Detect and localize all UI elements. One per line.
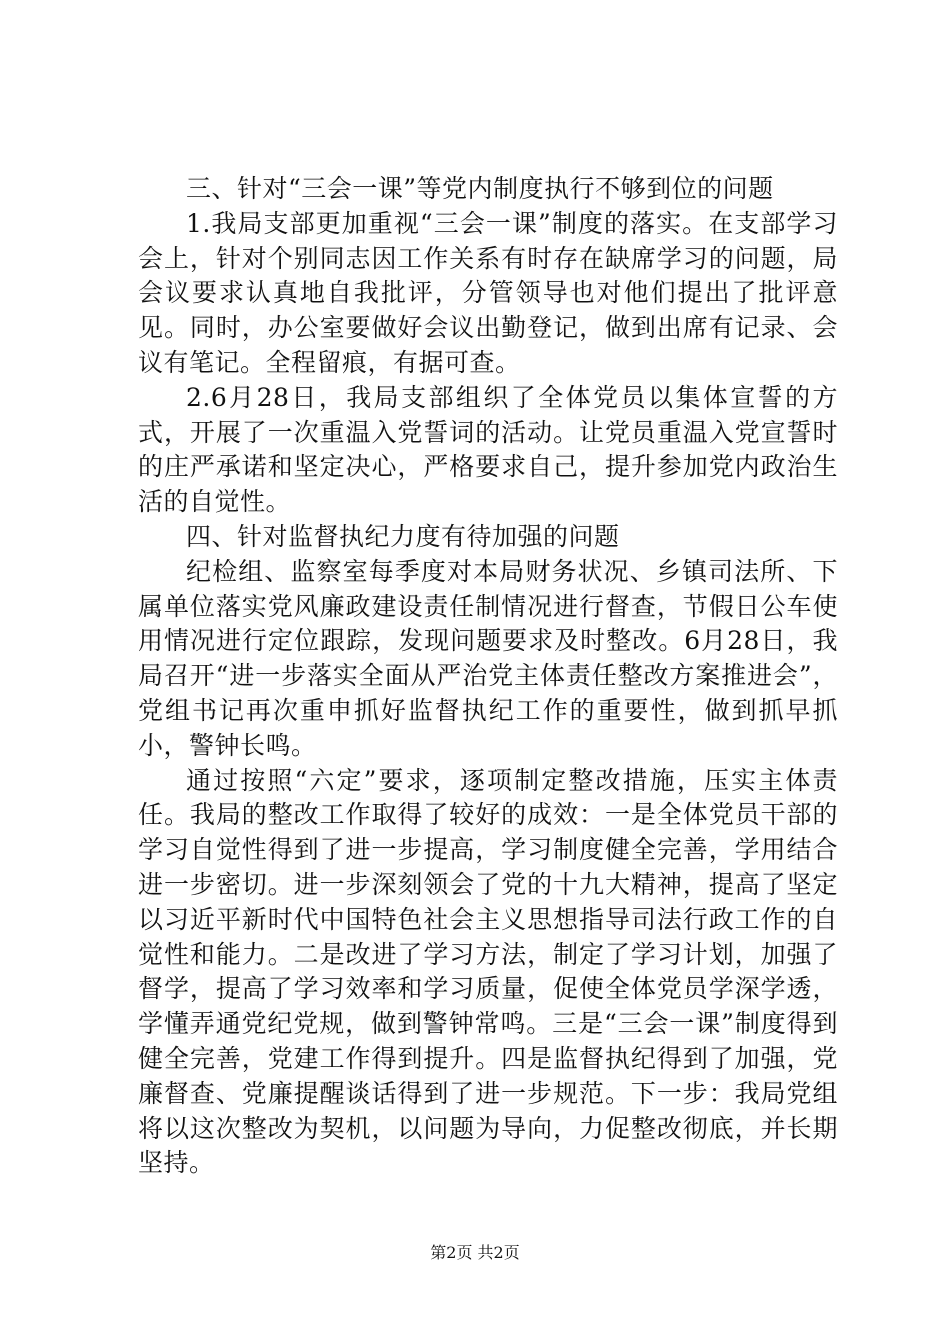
document-body [138, 172, 838, 1181]
paragraph-discipline-inspection: 纪检组、监察室每季度对本局财务状况、乡镇司法所、下属单位落实党风廉政建设责任制情况进行督查，节假日公车使用情况进行定位跟踪，发现问题要求及时整改。6月28日，我局召开“进一步落实全面从严治党主体责任整改方案推进会”，党组书记再次重申抓好监督执纪工作的重要性，做到抓早抓小，警钟长鸣。 [138, 556, 838, 760]
paragraph-oath-activity-item-2: 2.6月28日，我局支部组织了全体党员以集体宣誓的方式，开展了一次重温入党誓词的活动。让党员重温入党宣誓时的庄严承诺和坚定决心，严格要求自己，提升参加党内政治生活的自觉性。 [138, 382, 838, 517]
section-heading-three: 三、针对“三会一课”等党内制度执行不够到位的问题 [186, 174, 774, 203]
section-heading-four: 四、针对监督执纪力度有待加强的问题 [186, 521, 620, 551]
paragraph-summary-results: 通过按照“六定”要求，逐项制定整改措施，压实主体责任。我局的整改工作取得了较好的成效：一是全体党员干部的学习自觉性得到了进一步提高，学习制度健全完善，学用结合进一步密切。进一步深刻领会了党的十九大精神，提高了坚定以习近平新时代中国特色社会主义思想指导司法行政工作的自觉性和能力。二是改进了学习方法，制定了学习计划，加强了督学，提高了学习效率和学习质量，促使全体党员学深学透，学懂弄通党纪党规，做到警钟常鸣。三是“三会一课”制度得到健全完善，党建工作得到提升。四是监督执纪得到了加强，党廉督查、党廉提醒谈话得到了进一步规范。下一步：我局党组将以这次整改为契机，以问题为导向，力促整改彻底，并长期坚持。 [138, 765, 838, 1178]
page-number-footer: 第2页 共2页 [430, 1243, 520, 1262]
paragraph-three-lessons-item-1: 1.我局支部更加重视“三会一课”制度的落实。在支部学习会上，针对个别同志因工作关系有时存在缺席学习的问题，局会议要求认真地自我批评，分管领导也对他们提出了批评意见。同时，办公室要做好会议出勤登记，做到出席有记录、会议有笔记。全程留痕，有据可查。 [138, 208, 838, 377]
